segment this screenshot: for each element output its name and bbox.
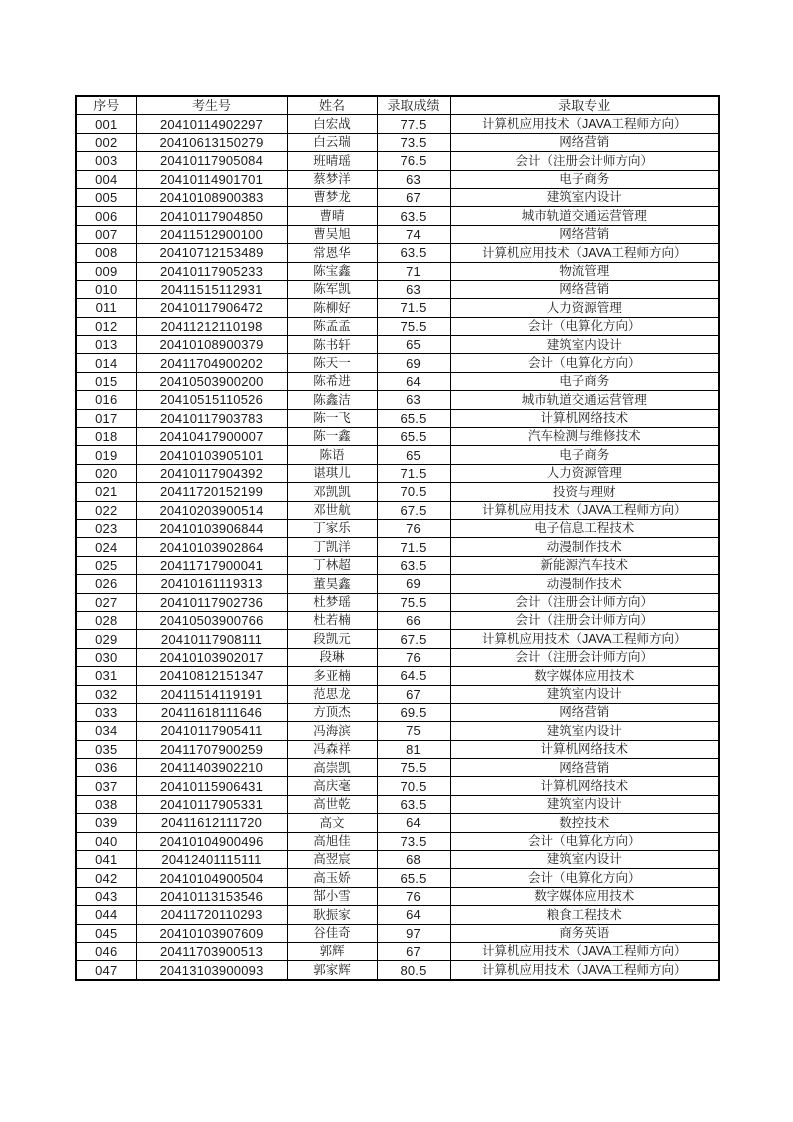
table-row bbox=[76, 869, 719, 887]
table-row bbox=[76, 777, 719, 795]
cell-name: 谷佳奇 bbox=[287, 924, 377, 942]
cell-name: 邓世航 bbox=[287, 501, 377, 519]
cell-score: 64 bbox=[377, 372, 450, 390]
cell-major: 计算机应用技术（JAVA工程师方向） bbox=[450, 630, 719, 648]
cell-major: 计算机应用技术（JAVA工程师方向） bbox=[450, 942, 719, 960]
cell-name: 高文 bbox=[287, 814, 377, 832]
table-row bbox=[76, 501, 719, 519]
cell-candidate-id: 20410812151347 bbox=[136, 667, 287, 685]
cell-name: 谌琪儿 bbox=[287, 464, 377, 482]
cell-name: 常恩华 bbox=[287, 244, 377, 262]
table-row bbox=[76, 409, 719, 427]
cell-candidate-id: 20410117905411 bbox=[136, 722, 287, 740]
cell-index: 036 bbox=[76, 759, 136, 777]
cell-name: 多亚楠 bbox=[287, 667, 377, 685]
table-row bbox=[76, 244, 719, 262]
cell-index: 017 bbox=[76, 409, 136, 427]
table-row bbox=[76, 133, 719, 151]
cell-name: 高庆毫 bbox=[287, 777, 377, 795]
table-row bbox=[76, 538, 719, 556]
cell-major: 建筑室内设计 bbox=[450, 336, 719, 354]
cell-name: 冯海滨 bbox=[287, 722, 377, 740]
cell-name: 段琳 bbox=[287, 648, 377, 666]
cell-major: 商务英语 bbox=[450, 924, 719, 942]
cell-candidate-id: 20410103902864 bbox=[136, 538, 287, 556]
cell-candidate-id: 20410103905101 bbox=[136, 446, 287, 464]
cell-candidate-id: 20410104900496 bbox=[136, 832, 287, 850]
cell-candidate-id: 20411515112931 bbox=[136, 280, 287, 298]
cell-score: 70.5 bbox=[377, 777, 450, 795]
cell-major: 城市轨道交通运营管理 bbox=[450, 391, 719, 409]
cell-score: 64.5 bbox=[377, 667, 450, 685]
cell-major: 动漫制作技术 bbox=[450, 538, 719, 556]
cell-index: 037 bbox=[76, 777, 136, 795]
cell-major: 数控技术 bbox=[450, 814, 719, 832]
cell-major: 电子商务 bbox=[450, 372, 719, 390]
cell-candidate-id: 20411514119191 bbox=[136, 685, 287, 703]
table-row bbox=[76, 464, 719, 482]
cell-major: 计算机网络技术 bbox=[450, 740, 719, 758]
cell-major: 计算机网络技术 bbox=[450, 777, 719, 795]
cell-score: 63.5 bbox=[377, 207, 450, 225]
cell-candidate-id: 20410417900007 bbox=[136, 428, 287, 446]
column-header-score: 录取成绩 bbox=[377, 96, 450, 115]
cell-index: 008 bbox=[76, 244, 136, 262]
cell-index: 015 bbox=[76, 372, 136, 390]
cell-name: 陈军凯 bbox=[287, 280, 377, 298]
cell-name: 段凯元 bbox=[287, 630, 377, 648]
cell-index: 045 bbox=[76, 924, 136, 942]
cell-major: 物流管理 bbox=[450, 262, 719, 280]
cell-score: 63 bbox=[377, 170, 450, 188]
cell-major: 人力资源管理 bbox=[450, 464, 719, 482]
cell-major: 网络营销 bbox=[450, 759, 719, 777]
cell-candidate-id: 20410117904850 bbox=[136, 207, 287, 225]
table-row bbox=[76, 280, 719, 298]
table-row bbox=[76, 832, 719, 850]
cell-score: 75.5 bbox=[377, 593, 450, 611]
cell-score: 63.5 bbox=[377, 244, 450, 262]
cell-score: 63.5 bbox=[377, 556, 450, 574]
cell-score: 71.5 bbox=[377, 538, 450, 556]
cell-score: 73.5 bbox=[377, 832, 450, 850]
cell-candidate-id: 20413103900093 bbox=[136, 961, 287, 980]
table-row bbox=[76, 225, 719, 243]
cell-name: 郭家辉 bbox=[287, 961, 377, 980]
cell-name: 郭辉 bbox=[287, 942, 377, 960]
cell-major: 电子商务 bbox=[450, 170, 719, 188]
table-row bbox=[76, 152, 719, 170]
cell-index: 013 bbox=[76, 336, 136, 354]
cell-index: 038 bbox=[76, 795, 136, 813]
cell-major: 建筑室内设计 bbox=[450, 851, 719, 869]
cell-score: 75.5 bbox=[377, 759, 450, 777]
cell-name: 方顶杰 bbox=[287, 703, 377, 721]
cell-score: 76 bbox=[377, 887, 450, 905]
cell-index: 030 bbox=[76, 648, 136, 666]
cell-candidate-id: 20410103902017 bbox=[136, 648, 287, 666]
cell-candidate-id: 20410613150279 bbox=[136, 133, 287, 151]
table-row bbox=[76, 924, 719, 942]
cell-index: 010 bbox=[76, 280, 136, 298]
cell-candidate-id: 20410113153546 bbox=[136, 887, 287, 905]
cell-candidate-id: 20410114902297 bbox=[136, 115, 287, 133]
cell-score: 75.5 bbox=[377, 317, 450, 335]
table-row bbox=[76, 611, 719, 629]
cell-candidate-id: 20410117906472 bbox=[136, 299, 287, 317]
table-row bbox=[76, 446, 719, 464]
table-row bbox=[76, 575, 719, 593]
table-row bbox=[76, 372, 719, 390]
table-body bbox=[76, 115, 719, 980]
cell-name: 白宏战 bbox=[287, 115, 377, 133]
cell-score: 63 bbox=[377, 391, 450, 409]
cell-candidate-id: 20410117903783 bbox=[136, 409, 287, 427]
cell-candidate-id: 20410117908111 bbox=[136, 630, 287, 648]
cell-major: 会计（电算化方向） bbox=[450, 869, 719, 887]
cell-candidate-id: 20410161119313 bbox=[136, 575, 287, 593]
table-row bbox=[76, 906, 719, 924]
cell-score: 65 bbox=[377, 446, 450, 464]
cell-name: 陈一飞 bbox=[287, 409, 377, 427]
cell-major: 建筑室内设计 bbox=[450, 795, 719, 813]
cell-name: 陈孟孟 bbox=[287, 317, 377, 335]
cell-index: 002 bbox=[76, 133, 136, 151]
cell-major: 计算机应用技术（JAVA工程师方向） bbox=[450, 115, 719, 133]
cell-candidate-id: 20411212110198 bbox=[136, 317, 287, 335]
table-row bbox=[76, 556, 719, 574]
cell-major: 数字媒体应用技术 bbox=[450, 667, 719, 685]
cell-name: 班晴瑶 bbox=[287, 152, 377, 170]
cell-name: 杜梦瑶 bbox=[287, 593, 377, 611]
cell-candidate-id: 20411618111646 bbox=[136, 703, 287, 721]
table-row bbox=[76, 648, 719, 666]
cell-major: 网络营销 bbox=[450, 703, 719, 721]
cell-name: 蔡梦洋 bbox=[287, 170, 377, 188]
cell-major: 建筑室内设计 bbox=[450, 722, 719, 740]
cell-name: 冯森祥 bbox=[287, 740, 377, 758]
table-row bbox=[76, 336, 719, 354]
cell-index: 044 bbox=[76, 906, 136, 924]
admission-results-table bbox=[75, 95, 720, 981]
cell-major: 数字媒体应用技术 bbox=[450, 887, 719, 905]
cell-index: 005 bbox=[76, 188, 136, 206]
table-row bbox=[76, 961, 719, 980]
cell-score: 64 bbox=[377, 814, 450, 832]
cell-score: 70.5 bbox=[377, 483, 450, 501]
table-row bbox=[76, 814, 719, 832]
cell-candidate-id: 20410117902736 bbox=[136, 593, 287, 611]
cell-index: 007 bbox=[76, 225, 136, 243]
cell-score: 64 bbox=[377, 906, 450, 924]
table-row bbox=[76, 207, 719, 225]
cell-index: 025 bbox=[76, 556, 136, 574]
cell-name: 丁家乐 bbox=[287, 519, 377, 537]
table-row bbox=[76, 667, 719, 685]
cell-score: 68 bbox=[377, 851, 450, 869]
cell-candidate-id: 20410117905331 bbox=[136, 795, 287, 813]
cell-index: 009 bbox=[76, 262, 136, 280]
cell-major: 投资与理财 bbox=[450, 483, 719, 501]
cell-score: 66 bbox=[377, 611, 450, 629]
cell-score: 67 bbox=[377, 942, 450, 960]
cell-score: 67 bbox=[377, 685, 450, 703]
table-row bbox=[76, 795, 719, 813]
table-row bbox=[76, 740, 719, 758]
cell-index: 004 bbox=[76, 170, 136, 188]
cell-score: 97 bbox=[377, 924, 450, 942]
cell-name: 丁林超 bbox=[287, 556, 377, 574]
cell-score: 71.5 bbox=[377, 299, 450, 317]
cell-candidate-id: 20410515110526 bbox=[136, 391, 287, 409]
cell-major: 新能源汽车技术 bbox=[450, 556, 719, 574]
table-header-row bbox=[76, 96, 719, 115]
cell-name: 陈鑫洁 bbox=[287, 391, 377, 409]
cell-candidate-id: 20411703900513 bbox=[136, 942, 287, 960]
cell-score: 65.5 bbox=[377, 869, 450, 887]
cell-score: 65 bbox=[377, 336, 450, 354]
cell-index: 035 bbox=[76, 740, 136, 758]
cell-name: 高旭佳 bbox=[287, 832, 377, 850]
cell-name: 曹吴旭 bbox=[287, 225, 377, 243]
cell-major: 会计（注册会计师方向） bbox=[450, 593, 719, 611]
cell-candidate-id: 20411720110293 bbox=[136, 906, 287, 924]
cell-score: 81 bbox=[377, 740, 450, 758]
cell-name: 高崇凯 bbox=[287, 759, 377, 777]
cell-score: 75 bbox=[377, 722, 450, 740]
cell-candidate-id: 20410104900504 bbox=[136, 869, 287, 887]
cell-candidate-id: 20410103906844 bbox=[136, 519, 287, 537]
cell-name: 陈柳好 bbox=[287, 299, 377, 317]
cell-score: 77.5 bbox=[377, 115, 450, 133]
table-row bbox=[76, 519, 719, 537]
column-header-candidate-id: 考生号 bbox=[136, 96, 287, 115]
table-row bbox=[76, 851, 719, 869]
cell-score: 67 bbox=[377, 188, 450, 206]
cell-index: 029 bbox=[76, 630, 136, 648]
table-row bbox=[76, 170, 719, 188]
cell-name: 耿振家 bbox=[287, 906, 377, 924]
cell-candidate-id: 20410108900379 bbox=[136, 336, 287, 354]
cell-candidate-id: 20410117905084 bbox=[136, 152, 287, 170]
cell-index: 034 bbox=[76, 722, 136, 740]
table-row bbox=[76, 722, 719, 740]
cell-candidate-id: 20412401115111 bbox=[136, 851, 287, 869]
cell-name: 陈书轩 bbox=[287, 336, 377, 354]
cell-score: 71 bbox=[377, 262, 450, 280]
table-row bbox=[76, 703, 719, 721]
cell-index: 027 bbox=[76, 593, 136, 611]
cell-index: 042 bbox=[76, 869, 136, 887]
cell-name: 陈一鑫 bbox=[287, 428, 377, 446]
cell-name: 曹梦龙 bbox=[287, 188, 377, 206]
cell-index: 018 bbox=[76, 428, 136, 446]
cell-name: 丁凯洋 bbox=[287, 538, 377, 556]
column-header-major: 录取专业 bbox=[450, 96, 719, 115]
cell-name: 高玉娇 bbox=[287, 869, 377, 887]
cell-major: 网络营销 bbox=[450, 133, 719, 151]
cell-name: 陈宝鑫 bbox=[287, 262, 377, 280]
cell-candidate-id: 20411717900041 bbox=[136, 556, 287, 574]
cell-index: 023 bbox=[76, 519, 136, 537]
table-row bbox=[76, 391, 719, 409]
table-row bbox=[76, 317, 719, 335]
cell-major: 会计（电算化方向） bbox=[450, 317, 719, 335]
cell-score: 67.5 bbox=[377, 630, 450, 648]
cell-name: 郜小雪 bbox=[287, 887, 377, 905]
cell-index: 003 bbox=[76, 152, 136, 170]
table-row bbox=[76, 262, 719, 280]
cell-index: 022 bbox=[76, 501, 136, 519]
cell-score: 73.5 bbox=[377, 133, 450, 151]
cell-score: 71.5 bbox=[377, 464, 450, 482]
cell-index: 014 bbox=[76, 354, 136, 372]
cell-major: 粮食工程技术 bbox=[450, 906, 719, 924]
cell-score: 76 bbox=[377, 519, 450, 537]
cell-score: 65.5 bbox=[377, 409, 450, 427]
cell-candidate-id: 20410712153489 bbox=[136, 244, 287, 262]
cell-name: 白云瑞 bbox=[287, 133, 377, 151]
cell-index: 021 bbox=[76, 483, 136, 501]
cell-score: 69.5 bbox=[377, 703, 450, 721]
column-header-index: 序号 bbox=[76, 96, 136, 115]
table-row bbox=[76, 483, 719, 501]
cell-index: 032 bbox=[76, 685, 136, 703]
cell-index: 033 bbox=[76, 703, 136, 721]
cell-name: 陈希进 bbox=[287, 372, 377, 390]
table-row bbox=[76, 115, 719, 133]
cell-score: 80.5 bbox=[377, 961, 450, 980]
column-header-name: 姓名 bbox=[287, 96, 377, 115]
cell-name: 董昊鑫 bbox=[287, 575, 377, 593]
cell-name: 高翌宸 bbox=[287, 851, 377, 869]
cell-candidate-id: 20411704900202 bbox=[136, 354, 287, 372]
cell-score: 65.5 bbox=[377, 428, 450, 446]
cell-candidate-id: 20410503900200 bbox=[136, 372, 287, 390]
cell-index: 011 bbox=[76, 299, 136, 317]
cell-candidate-id: 20411720152199 bbox=[136, 483, 287, 501]
table-row bbox=[76, 685, 719, 703]
cell-major: 会计（注册会计师方向） bbox=[450, 648, 719, 666]
cell-name: 陈天一 bbox=[287, 354, 377, 372]
cell-major: 汽车检测与维修技术 bbox=[450, 428, 719, 446]
cell-candidate-id: 20410108900383 bbox=[136, 188, 287, 206]
cell-candidate-id: 20410103907609 bbox=[136, 924, 287, 942]
cell-index: 006 bbox=[76, 207, 136, 225]
cell-major: 会计（电算化方向） bbox=[450, 354, 719, 372]
table-row bbox=[76, 887, 719, 905]
cell-candidate-id: 20411512900100 bbox=[136, 225, 287, 243]
cell-index: 041 bbox=[76, 851, 136, 869]
cell-index: 012 bbox=[76, 317, 136, 335]
cell-index: 024 bbox=[76, 538, 136, 556]
table-row bbox=[76, 630, 719, 648]
cell-index: 019 bbox=[76, 446, 136, 464]
cell-candidate-id: 20410117905233 bbox=[136, 262, 287, 280]
cell-index: 046 bbox=[76, 942, 136, 960]
cell-candidate-id: 20411612111720 bbox=[136, 814, 287, 832]
cell-candidate-id: 20410115906431 bbox=[136, 777, 287, 795]
cell-index: 001 bbox=[76, 115, 136, 133]
cell-score: 69 bbox=[377, 575, 450, 593]
cell-candidate-id: 20410114901701 bbox=[136, 170, 287, 188]
table-row bbox=[76, 188, 719, 206]
cell-score: 76 bbox=[377, 648, 450, 666]
table-row bbox=[76, 942, 719, 960]
cell-major: 建筑室内设计 bbox=[450, 685, 719, 703]
cell-index: 031 bbox=[76, 667, 136, 685]
cell-name: 曹晴 bbox=[287, 207, 377, 225]
cell-major: 城市轨道交通运营管理 bbox=[450, 207, 719, 225]
cell-candidate-id: 20410117904392 bbox=[136, 464, 287, 482]
cell-score: 67.5 bbox=[377, 501, 450, 519]
cell-name: 邓凯凯 bbox=[287, 483, 377, 501]
cell-index: 047 bbox=[76, 961, 136, 980]
cell-candidate-id: 20411707900259 bbox=[136, 740, 287, 758]
cell-major: 会计（电算化方向） bbox=[450, 832, 719, 850]
cell-score: 63.5 bbox=[377, 795, 450, 813]
table-row bbox=[76, 299, 719, 317]
cell-major: 计算机应用技术（JAVA工程师方向） bbox=[450, 501, 719, 519]
cell-major: 计算机应用技术（JAVA工程师方向） bbox=[450, 244, 719, 262]
cell-major: 动漫制作技术 bbox=[450, 575, 719, 593]
cell-major: 网络营销 bbox=[450, 225, 719, 243]
cell-index: 020 bbox=[76, 464, 136, 482]
cell-major: 人力资源管理 bbox=[450, 299, 719, 317]
cell-major: 计算机网络技术 bbox=[450, 409, 719, 427]
table-row bbox=[76, 593, 719, 611]
cell-candidate-id: 20410503900766 bbox=[136, 611, 287, 629]
cell-name: 陈语 bbox=[287, 446, 377, 464]
cell-candidate-id: 20411403902210 bbox=[136, 759, 287, 777]
cell-index: 016 bbox=[76, 391, 136, 409]
cell-index: 043 bbox=[76, 887, 136, 905]
cell-name: 范思龙 bbox=[287, 685, 377, 703]
cell-name: 高世乾 bbox=[287, 795, 377, 813]
cell-score: 63 bbox=[377, 280, 450, 298]
cell-major: 会计（注册会计师方向） bbox=[450, 152, 719, 170]
cell-score: 74 bbox=[377, 225, 450, 243]
cell-major: 会计（注册会计师方向） bbox=[450, 611, 719, 629]
cell-index: 039 bbox=[76, 814, 136, 832]
cell-index: 028 bbox=[76, 611, 136, 629]
cell-major: 电子信息工程技术 bbox=[450, 519, 719, 537]
cell-candidate-id: 20410203900514 bbox=[136, 501, 287, 519]
cell-major: 计算机应用技术（JAVA工程师方向） bbox=[450, 961, 719, 980]
table-row bbox=[76, 428, 719, 446]
cell-major: 电子商务 bbox=[450, 446, 719, 464]
cell-index: 040 bbox=[76, 832, 136, 850]
table-row bbox=[76, 354, 719, 372]
cell-score: 76.5 bbox=[377, 152, 450, 170]
cell-score: 69 bbox=[377, 354, 450, 372]
cell-major: 建筑室内设计 bbox=[450, 188, 719, 206]
table-row bbox=[76, 759, 719, 777]
cell-name: 杜若楠 bbox=[287, 611, 377, 629]
cell-index: 026 bbox=[76, 575, 136, 593]
cell-major: 网络营销 bbox=[450, 280, 719, 298]
